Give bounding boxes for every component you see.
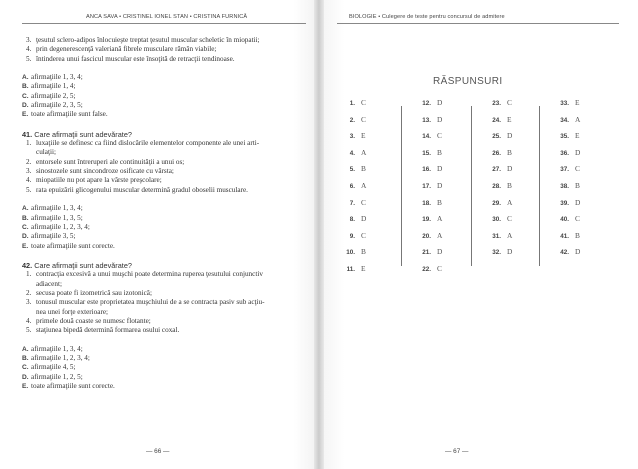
answer-question-number: 3. — [349, 133, 355, 141]
option-letter: A. — [22, 74, 29, 82]
answer-letter: C — [361, 230, 366, 240]
statement-text: culaţii; — [36, 148, 56, 157]
answer-entry — [483, 247, 512, 259]
answer-entry — [337, 231, 366, 243]
option-letter: C. — [22, 364, 29, 372]
answer-entry — [483, 148, 512, 160]
statement-line — [22, 298, 312, 307]
statement-number: 2. — [26, 157, 32, 166]
answer-question-number: 34. — [560, 116, 569, 124]
option-text: toate afirmaţiile sunt corecte. — [31, 241, 115, 250]
answer-option — [22, 101, 312, 110]
statement-line — [22, 270, 312, 279]
statement-number: 5. — [26, 326, 32, 335]
right-page — [319, 0, 638, 469]
option-letter: C. — [22, 223, 29, 231]
column-divider — [401, 106, 402, 266]
statement-number: 4. — [26, 176, 32, 185]
answer-option — [22, 82, 312, 91]
answer-option — [22, 73, 312, 82]
answer-entry — [337, 164, 366, 176]
answer-question-number: 1. — [349, 100, 355, 107]
answer-letter: D — [437, 114, 443, 124]
question-number: 41. — [22, 129, 33, 139]
answer-question-number: 21. — [422, 249, 431, 257]
question-number: 42. — [22, 260, 33, 270]
answer-question-number: 26. — [492, 149, 501, 157]
answer-question-number: 36. — [560, 149, 569, 157]
statement-text: sinostozele sunt sincondroze osificate cu vârsta; — [36, 167, 174, 176]
answer-entry — [413, 181, 442, 193]
answer-question-number: 25. — [492, 133, 501, 141]
right-page-number: — 67 — — [445, 448, 469, 455]
answer-question-number: 15. — [422, 149, 431, 157]
answer-letter: D — [575, 247, 581, 257]
answer-letter: D — [575, 147, 581, 157]
option-text: afirmaţiile 4, 5; — [31, 363, 76, 372]
question-41-heading — [22, 130, 312, 139]
statement-continuation — [22, 308, 312, 317]
answer-letter: B — [361, 164, 366, 174]
answer-question-number: 20. — [422, 232, 431, 240]
answer-letter: A — [507, 197, 513, 207]
answer-entry — [413, 247, 442, 259]
answer-entry — [413, 164, 442, 176]
statement-number: 4. — [26, 45, 32, 54]
question-prompt: Care afirmaţii sunt adevărate? — [34, 260, 132, 270]
option-letter: D. — [22, 102, 29, 110]
option-letter: D. — [22, 373, 29, 381]
statement-text: secusa poate fi izometrică sau izotonică; — [36, 288, 152, 297]
option-text: afirmaţiile 2, 3, 5; — [31, 101, 83, 110]
answer-question-number: 18. — [422, 199, 431, 207]
statement-line — [22, 176, 312, 185]
option-text: toate afirmaţiile sunt false. — [31, 110, 108, 119]
answer-letter: B — [437, 197, 442, 207]
answer-question-number: 10. — [346, 249, 355, 257]
statement-text: luxaţiile se definesc ca fiind dislocările elementelor componente ale unei arti- — [36, 139, 260, 148]
answer-question-number: 30. — [492, 216, 501, 224]
answer-entry — [337, 115, 366, 127]
answer-entry — [551, 198, 580, 210]
answer-letter: C — [507, 98, 512, 107]
answer-question-number: 12. — [422, 100, 431, 107]
answer-entry — [337, 247, 366, 259]
answer-entry — [551, 214, 580, 226]
statement-text: întinderea unui fascicul muscular este însoţită de retracţii tendinoase. — [36, 54, 235, 63]
statement-number: 3. — [26, 36, 32, 44]
answer-question-number: 19. — [422, 216, 431, 224]
statement-line — [22, 55, 312, 64]
answer-option — [22, 373, 312, 382]
answer-option — [22, 214, 312, 223]
answer-question-number: 7. — [349, 199, 355, 207]
answer-entry — [337, 181, 366, 193]
statement-text: nea unei forţe exterioare; — [36, 307, 109, 316]
answer-letter: B — [507, 147, 512, 157]
statement-line — [22, 167, 312, 176]
statement-line — [22, 317, 312, 326]
answer-question-number: 4. — [349, 149, 355, 157]
answer-letter: E — [575, 98, 580, 107]
statement-line — [22, 139, 312, 148]
left-running-head: ANCA SAVA • CRISTINEL IONEL STAN • CRISTINA FURNICĂ — [86, 14, 248, 20]
answer-entry — [413, 148, 442, 160]
answer-entry — [551, 231, 580, 243]
option-text: afirmaţiile 1, 2, 3, 4; — [31, 222, 90, 231]
answer-option — [22, 204, 312, 213]
answer-entry — [337, 214, 366, 226]
answer-letter: D — [437, 181, 443, 190]
option-text: afirmaţiile 2, 5; — [31, 91, 76, 100]
answer-letter: A — [361, 147, 367, 157]
answer-option — [22, 232, 312, 241]
answer-letter: A — [437, 230, 443, 240]
option-letter: B. — [22, 83, 29, 91]
statement-line — [22, 36, 312, 45]
answer-entry — [337, 264, 366, 276]
answer-option — [22, 110, 312, 119]
answers-title: RĂSPUNSURI — [433, 76, 503, 87]
answer-entry — [337, 198, 366, 210]
left-header-rule — [22, 23, 306, 24]
answer-entry — [413, 214, 442, 226]
answer-letter: C — [361, 98, 366, 107]
answer-entry — [551, 98, 580, 110]
answer-question-number: 31. — [492, 232, 501, 240]
answer-question-number: 11. — [346, 266, 355, 273]
statement-number: 1. — [26, 139, 32, 148]
answer-letter: D — [437, 247, 443, 257]
statement-text: tonusul muscular este proprietatea muşchiului de a se contracta pasiv sub acţiu- — [36, 298, 265, 307]
book-gutter — [314, 0, 324, 469]
answer-entry — [551, 181, 580, 193]
option-text: afirmaţiile 1, 2, 3, 4; — [31, 353, 90, 362]
option-letter: B. — [22, 214, 29, 222]
column-divider — [539, 106, 540, 266]
statement-line — [22, 326, 312, 335]
answer-letter: E — [507, 114, 512, 124]
answer-entry — [483, 181, 512, 193]
answer-letter: B — [507, 181, 512, 190]
option-letter: D. — [22, 233, 29, 241]
answer-entry — [413, 231, 442, 243]
statement-text: prin degenerescenţă valeriană fibrele musculare rămân viabile; — [36, 45, 217, 54]
option-text: afirmaţiile 3, 5; — [31, 232, 76, 241]
column-divider — [471, 106, 472, 266]
answer-option — [22, 223, 312, 232]
statement-text: entorsele sunt întreruperi ale continuităţii a unui os; — [36, 157, 185, 166]
answer-letter: B — [575, 230, 580, 240]
answers-grid — [337, 98, 617, 278]
answer-option — [22, 382, 312, 391]
option-letter: E. — [22, 111, 29, 119]
answer-question-number: 35. — [560, 133, 569, 141]
question-42-heading — [22, 261, 312, 270]
option-text: afirmaţiile 1, 2, 5; — [31, 372, 83, 381]
answer-letter: E — [361, 131, 366, 141]
left-page-content — [22, 36, 312, 391]
statement-text: contracţia excesivă a unui muşchi poate determina ruperea ţesutului conjunctiv — [36, 270, 263, 279]
answer-letter: C — [575, 214, 580, 224]
statement-continuation — [22, 280, 312, 289]
right-running-head: BIOLOGIE • Culegere de teste pentru concursul de admitere — [349, 14, 505, 20]
answer-question-number: 2. — [349, 116, 355, 124]
answer-question-number: 28. — [492, 183, 501, 190]
answer-entry — [413, 115, 442, 127]
statement-number: 4. — [26, 316, 32, 325]
statement-line — [22, 158, 312, 167]
answer-entry — [413, 198, 442, 210]
answer-entry — [551, 164, 580, 176]
option-text: afirmaţiile 1, 4; — [31, 82, 76, 91]
statement-number: 1. — [26, 270, 32, 279]
statement-text: rata epuizării glicogenului muscular determină gradul oboselii musculare. — [36, 185, 248, 194]
answer-entry — [413, 264, 442, 276]
answer-question-number: 24. — [492, 116, 501, 124]
answer-question-number: 29. — [492, 199, 501, 207]
answer-letter: B — [361, 247, 366, 257]
answer-letter: C — [437, 131, 442, 141]
answer-entry — [551, 148, 580, 160]
answer-question-number: 23. — [492, 100, 501, 107]
answer-letter: C — [361, 197, 366, 207]
answer-letter: D — [507, 164, 513, 174]
right-header-rule — [337, 23, 619, 24]
answer-letter: D — [507, 247, 513, 257]
statement-line — [22, 186, 312, 195]
statement-line — [22, 45, 312, 54]
answer-letter: C — [575, 164, 580, 174]
answer-question-number: 14. — [422, 133, 431, 141]
answer-question-number: 39. — [560, 199, 569, 207]
answer-question-number: 5. — [349, 166, 355, 174]
answer-letter: A — [575, 114, 581, 124]
option-letter: C. — [22, 92, 29, 100]
answer-letter: D — [507, 131, 513, 141]
answer-option — [22, 92, 312, 101]
answer-entry — [337, 98, 366, 110]
option-text: afirmaţiile 1, 3, 5; — [31, 213, 83, 222]
answer-letter: B — [437, 147, 442, 157]
option-text: afirmaţiile 1, 3, 4; — [31, 204, 83, 213]
statement-number: 3. — [26, 167, 32, 176]
answer-letter: E — [361, 264, 366, 273]
statement-text: miopatiile nu pot apare la vârste preşcolare; — [36, 176, 162, 185]
answer-question-number: 9. — [349, 232, 355, 240]
statement-text: primele două coaste se numesc flotante; — [36, 316, 151, 325]
answer-question-number: 8. — [349, 216, 355, 224]
answer-question-number: 32. — [492, 249, 501, 257]
answer-question-number: 41. — [560, 232, 569, 240]
answer-entry — [483, 231, 512, 243]
answer-letter: B — [575, 181, 580, 190]
answer-letter: A — [437, 214, 443, 224]
answer-letter: C — [361, 114, 366, 124]
answer-option — [22, 363, 312, 372]
statement-line — [22, 289, 312, 298]
answer-entry — [551, 115, 580, 127]
answer-entry — [551, 247, 580, 259]
option-letter: E. — [22, 383, 29, 390]
option-letter: A. — [22, 205, 29, 213]
answer-letter: C — [507, 214, 512, 224]
answer-question-number: 22. — [422, 266, 431, 273]
option-letter: B. — [22, 354, 29, 362]
option-letter: A. — [22, 345, 29, 353]
answer-question-number: 13. — [422, 116, 431, 124]
answer-entry — [337, 131, 366, 143]
answer-letter: D — [437, 164, 443, 174]
answer-entry — [483, 164, 512, 176]
option-text: afirmaţiile 1, 3, 4; — [31, 344, 83, 353]
answer-entry — [413, 131, 442, 143]
answer-option — [22, 354, 312, 363]
answer-letter: E — [575, 131, 580, 141]
statement-text: adiacent; — [36, 279, 62, 288]
left-page-number: — 66 — — [146, 448, 170, 455]
answer-letter: A — [507, 230, 513, 240]
answer-option — [22, 242, 312, 251]
statement-text: staţiunea bipedă determină formarea osului coxal. — [36, 326, 180, 335]
answer-entry — [413, 98, 442, 110]
answer-letter: D — [575, 197, 581, 207]
answer-question-number: 17. — [422, 183, 431, 190]
answer-letter: C — [437, 264, 442, 273]
statement-number: 5. — [26, 185, 32, 194]
statement-number: 2. — [26, 288, 32, 297]
option-text: toate afirmaţiile sunt corecte. — [31, 382, 115, 390]
answer-question-number: 16. — [422, 166, 431, 174]
answer-question-number: 33. — [560, 100, 569, 107]
answer-option — [22, 345, 312, 354]
answer-question-number: 38. — [560, 183, 569, 190]
answer-question-number: 6. — [349, 183, 355, 190]
answer-entry — [483, 214, 512, 226]
answer-entry — [483, 98, 512, 110]
answer-letter: D — [361, 214, 367, 224]
answer-entry — [337, 148, 366, 160]
answer-question-number: 37. — [560, 166, 569, 174]
statement-number: 5. — [26, 54, 32, 63]
answer-entry — [483, 115, 512, 127]
answer-entry — [483, 131, 512, 143]
statement-text: ţesutul sclero-adipos înlocuieşte treptat ţesutul muscular scheletic în miopatii; — [36, 36, 260, 44]
answer-letter: A — [361, 181, 367, 190]
answer-question-number: 40. — [560, 216, 569, 224]
option-text: afirmaţiile 1, 3, 4; — [31, 73, 83, 82]
answer-letter: D — [437, 98, 443, 107]
question-prompt: Care afirmaţii sunt adevărate? — [34, 129, 132, 139]
answer-question-number: 42. — [560, 249, 569, 257]
statement-number: 3. — [26, 298, 32, 307]
statement-continuation — [22, 148, 312, 157]
answer-question-number: 27. — [492, 166, 501, 174]
answer-entry — [551, 131, 580, 143]
option-letter: E. — [22, 242, 29, 250]
answer-entry — [483, 198, 512, 210]
